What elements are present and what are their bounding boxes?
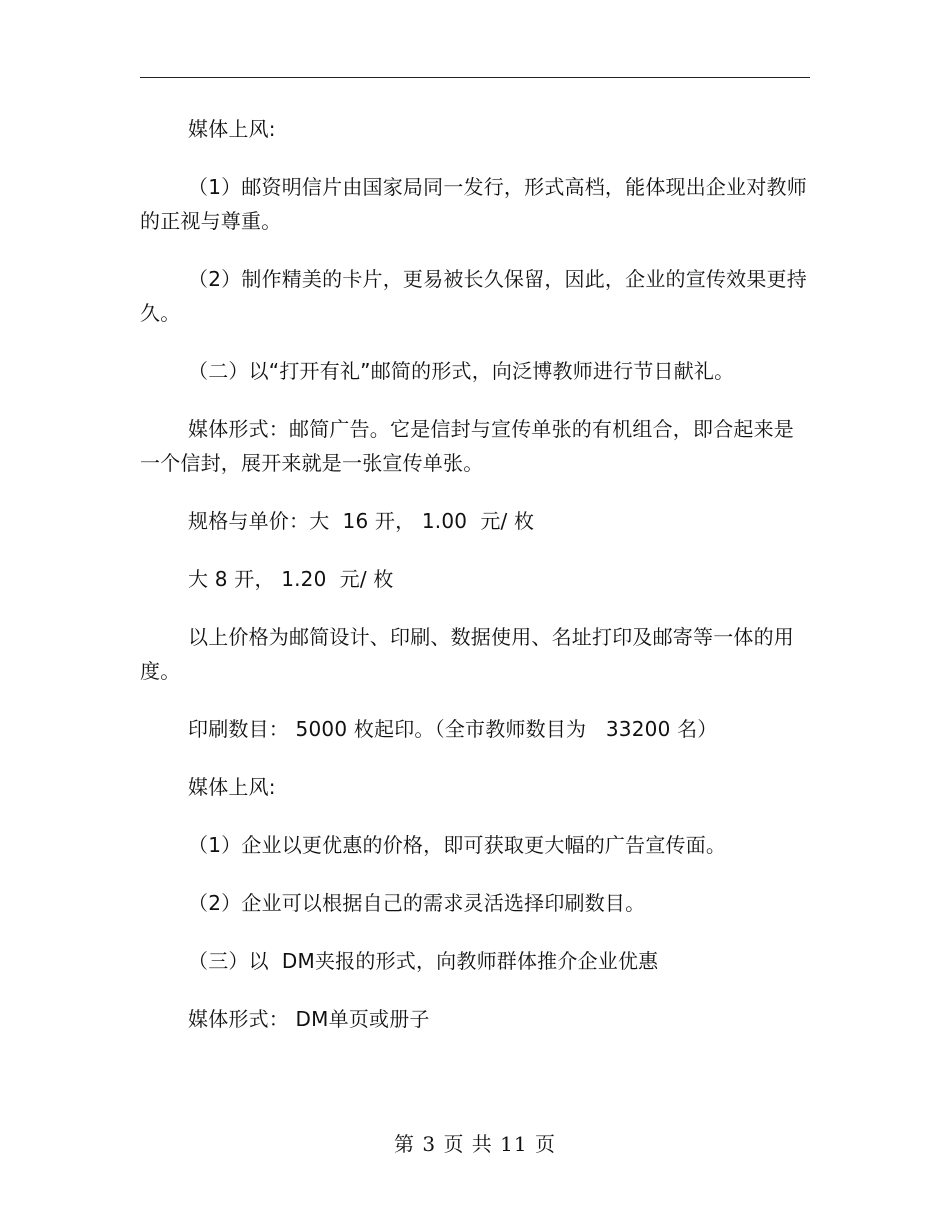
header-rule <box>140 77 810 78</box>
paragraph-media-advantage-1: 媒体上风: <box>188 117 276 141</box>
page-number-footer: 第 3 页 共 11 页 <box>394 1132 556 1156</box>
paragraph-postcard-point-2: （2）制作精美的卡片，更易被长久保留，因此，企业的宣传效果更持久。 <box>140 267 807 325</box>
paragraph-media-form-dm: 媒体形式： DM单页或册子 <box>188 1007 430 1031</box>
paragraph-envelope-point-1: （1）企业以更优惠的价格，即可获取更大幅的广告宣传面。 <box>188 833 727 857</box>
paragraph-section-2-heading: （二）以“打开有礼”邮简的形式，向泛博教师进行节日献礼。 <box>188 359 735 383</box>
paragraph-spec-price-16k: 规格与单价：大 16 开， 1.00 元/ 枚 <box>188 509 535 533</box>
paragraph-media-form-envelope: 媒体形式：邮简广告。它是信封与宣传单张的有机组合，即合起来是一个信封，展开来就是一张宣传单张。 <box>140 417 794 475</box>
paragraph-postcard-point-1: （1）邮资明信片由国家局同一发行，形式高档，能体现出企业对教师的正视与尊重。 <box>140 175 807 233</box>
paragraph-price-note: 以上价格为邮简设计、印刷、数据使用、名址打印及邮寄等一体的用度。 <box>140 625 794 683</box>
paragraph-envelope-point-2: （2）企业可以根据自己的需求灵活选择印刷数目。 <box>188 891 646 915</box>
paragraph-media-advantage-2: 媒体上风: <box>188 775 276 799</box>
paragraph-spec-price-8k: 大 8 开， 1.20 元/ 枚 <box>188 567 394 591</box>
paragraph-section-3-heading: （三）以 DM夹报的形式，向教师群体推介企业优惠 <box>188 949 659 973</box>
paragraph-print-quantity: 印刷数目： 5000 枚起印。（全市教师数目为 33200 名） <box>188 717 718 741</box>
document-body <box>140 112 810 1060</box>
